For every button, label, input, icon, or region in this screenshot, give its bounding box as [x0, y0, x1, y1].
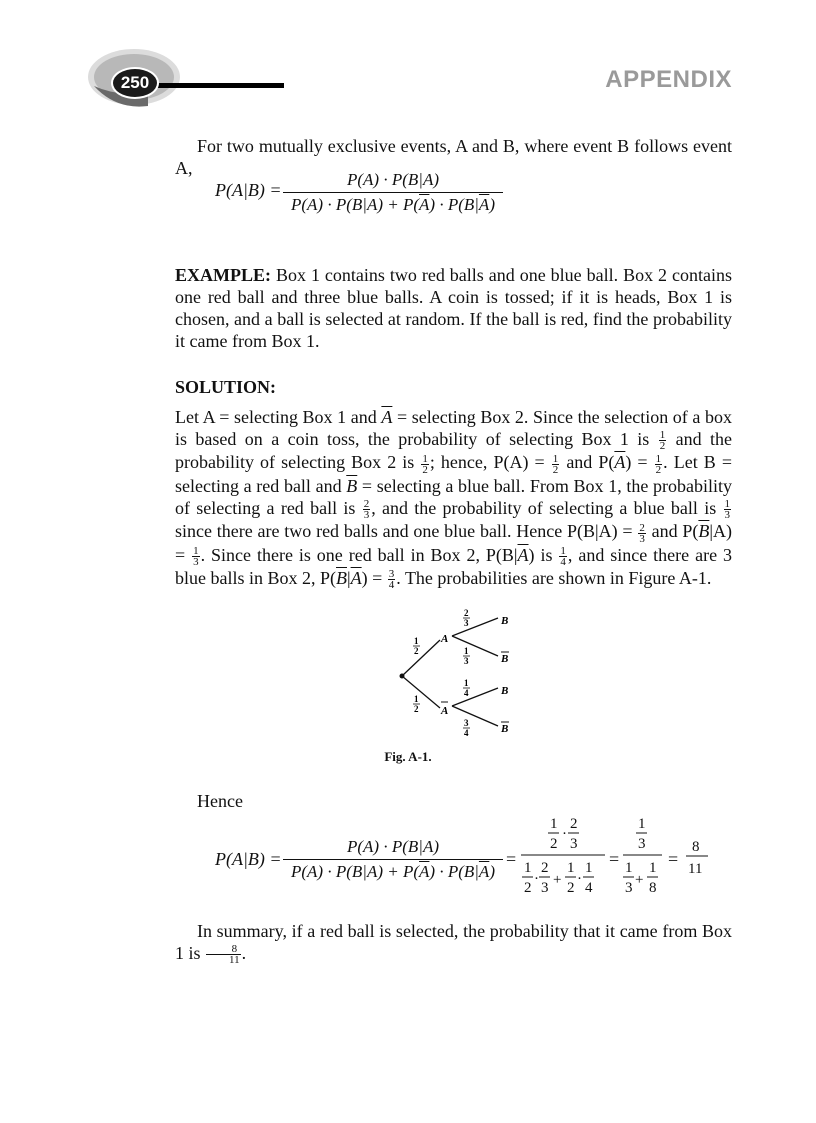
summary-result-fraction: $\frac{8}{11}$: [206, 944, 241, 965]
tree-prob-bbar-given-abar-den: 4: [464, 728, 469, 738]
summary-text: In summary, if a red ball is selected, the probability that it came from Box 1 is: [175, 921, 732, 963]
tree-node-abar: A: [441, 705, 449, 717]
tree-prob-b-given-abar-den: 4: [464, 688, 469, 698]
solution-heading: SOLUTION:: [175, 377, 277, 397]
svg-text:·: ·: [577, 871, 582, 887]
formula1-numerator: P(A) · P(B|A): [347, 170, 439, 189]
svg-text:1: 1: [550, 816, 558, 832]
tree-node-a: A: [441, 633, 449, 645]
formula2-step1: [519, 812, 609, 898]
formula2-result: [682, 835, 712, 879]
tree-prob-bbar-given-a-num: 1: [464, 646, 469, 656]
tree-branch-abar-bbar: [452, 706, 498, 726]
formula2-fraction: [283, 837, 503, 882]
formula1-lhs: P(A|B) =: [215, 180, 282, 200]
example-paragraph: [175, 264, 732, 352]
formula2-denominator: $P(A) \cdot P(B|A) + P(\overline{A}) \cdot P(B|\overline{A})$: [291, 862, 495, 881]
formula1-fraction: [283, 170, 503, 215]
intro-paragraph: For two mutually exclusive events, A and B, where event B follows event A,: [175, 136, 732, 178]
example-label: EXAMPLE:: [175, 265, 271, 285]
tree-leaf-bbar-top: B: [501, 653, 509, 665]
svg-text:1: 1: [649, 860, 657, 876]
svg-text:3: 3: [541, 880, 549, 896]
tree-branch-a-b: [452, 618, 498, 636]
tree-leaf-b-top: B: [501, 615, 509, 627]
tree-prob-a-num: 1: [414, 636, 419, 646]
formula2-lhs: P(A|B) =: [215, 849, 282, 869]
tree-prob-a-den: 2: [414, 646, 419, 656]
tree-prob-bbar-given-a-den: 3: [464, 656, 469, 666]
svg-text:+: +: [553, 872, 562, 888]
svg-text:3: 3: [638, 836, 646, 852]
solution-paragraph: Let A = selecting Box 1 and $\overline{A}$ = selecting Box 2. Since the selection of a box is based on a coin toss, the probability of selecting Box 1 is $\frac{1}{2}$ and the probability of selecting Box 2 is $\frac{1}{2}$ ; hence, P(A) = $\frac{1}{2}$ and $P(\overline{A})$ = $\frac{1}{2}$ . Let B = selecting a red ball and $\overline{B}$ = selecting a blue ball. From Box 1, the probability of selecting a red ball is $\frac{2}{3}$ , and the probability of selecting a blue ball is $\frac{1}{3}$ since there are two red balls and one blue ball. Hence P(B|A) = $\frac{2}{3}$ and $P(\overline{B}|A)$ = $\frac{1}{3}$ . Since there is one red ball in Box 2, $P(B|\overline{A})$ is $\frac{1}{4}$ , and since there are 3 blue balls in Box 2, $P(\overline{B}|\overline{A})$ = $\frac{3}{4}$ . The probabilities are shown in Figure A-1.: [175, 407, 733, 592]
probability-tree-diagram: [390, 606, 520, 746]
svg-text:8: 8: [649, 880, 657, 896]
svg-text:·: ·: [562, 826, 567, 842]
svg-text:1: 1: [585, 860, 593, 876]
svg-text:2: 2: [567, 880, 575, 896]
svg-text:+: +: [635, 872, 644, 888]
tree-prob-bbar-given-abar-num: 3: [464, 718, 469, 728]
svg-text:2: 2: [541, 860, 549, 876]
svg-text:1: 1: [567, 860, 575, 876]
svg-text:3: 3: [625, 880, 633, 896]
tree-branch-a-bbar: [452, 636, 498, 656]
tree-branch-abar: [402, 676, 440, 708]
hence-text: Hence: [197, 791, 243, 811]
example-text: Box 1 contains two red balls and one blue ball. Box 2 contains one red ball and three blue balls. A coin is tossed; if it is heads, Box 1 is chosen, and a ball is selected at random. If the ball is red, find the probability it came from Box 1.: [175, 265, 733, 351]
tree-leaf-bbar-bottom: B: [501, 723, 509, 735]
svg-text:4: 4: [585, 880, 593, 896]
svg-text:8: 8: [692, 839, 700, 855]
figure-caption: Fig. A-1.: [384, 749, 432, 764]
tree-prob-abar-num: 1: [414, 694, 419, 704]
svg-text:1: 1: [625, 860, 633, 876]
svg-text:2: 2: [524, 880, 532, 896]
page: 250 APPENDIX For two mutually exclusive events, A and B, where event B follows event A, P(A|B) = P(A) · P(B|A) $P(A) \cdot P(B|A) + P(\overline{A}) \cdot P(B|\overline{A})$ EXAMPLE: Box 1 contains two red balls and one blue ball. Box 2 contains one red ball and three blue balls. A coin is tossed; if it is heads, Box 1 is chosen, and a ball is selected at random. If the ball is red, find the probability it came from Box 1. SOLUTION: Let A = selecting Box 1 and $\overline{A}$ = selecting Box 2. Since the selection of a box is based on a coin toss, the probability of selecting Box 1 is $\frac{1}{2}$ and the probability of selecting Box 2 is $\frac{1}{2}$ ; hence, P(A) = $\frac{1}{2}$ and $P(\overline{A})$ = $\frac{1}{2}$ . Let B = selecting a red ball and $\overline{B}$ = selecting a blue ball. From Box 1, the probability of selecting a red ball is $\frac{2}{3}$ , and the probability of selecting a blue ball is $\frac{1}{3}$ since there are two red balls and one blue ball. Hence P(B|A) = $\frac{2}{3}$ and $P(\overline{B}|A)$ = $\frac{1}{3}$ . Since there is one red ball in Box 2, $P(B|\overline{A})$ is $\frac{1}{4}$ , and since there are 3 blue balls in Box 2, $P(\overline{B}|\overline{A})$ = $\frac{3}{4}$ . The probabilities are shown in Figure A-1. A A B B B B 1 2 1 2 2 3 1 3 1 4 3 4 Fig. A-1. Hence P(A|B) = P(A) · P(B|A) $P(A) \cdot P(B|A) + P(\overline{A}) \cdot P(B|\overline{A})$ = 1 2 · 2 3 1 2 · 2 3 + 1 2 · 1 4 = 1 3 1 3 + 1 8 = 8 11 In summary, if a red ball is selected, the probability that it came from Box 1 is $\frac{8}{11}$ .: [0, 0, 816, 1123]
tree-prob-b-given-a-den: 3: [464, 618, 469, 628]
tree-prob-abar-den: 2: [414, 704, 419, 714]
svg-text:·: ·: [534, 871, 539, 887]
svg-text:1: 1: [524, 860, 532, 876]
svg-text:2: 2: [570, 816, 578, 832]
svg-text:11: 11: [688, 861, 703, 877]
tree-leaf-b-bottom: B: [501, 685, 509, 697]
svg-text:1: 1: [638, 816, 646, 832]
tree-branch-a: [402, 640, 440, 676]
page-number: 250: [111, 67, 159, 99]
formula2-step2: [622, 812, 664, 898]
svg-text:3: 3: [570, 836, 578, 852]
tree-prob-b-given-abar-num: 1: [464, 678, 469, 688]
formula1-denominator: $P(A) \cdot P(B|A) + P(\overline{A}) \cdot P(B|\overline{A})$: [291, 195, 495, 214]
formula2-numerator: P(A) · P(B|A): [347, 837, 439, 856]
summary-paragraph: In summary, if a red ball is selected, the probability that it came from Box 1 is $\frac{8}{11}$ .: [175, 921, 732, 967]
tree-branch-abar-b: [452, 688, 498, 706]
tree-prob-b-given-a-num: 2: [464, 608, 469, 618]
svg-text:2: 2: [550, 836, 558, 852]
running-header-title: APPENDIX: [605, 66, 732, 93]
